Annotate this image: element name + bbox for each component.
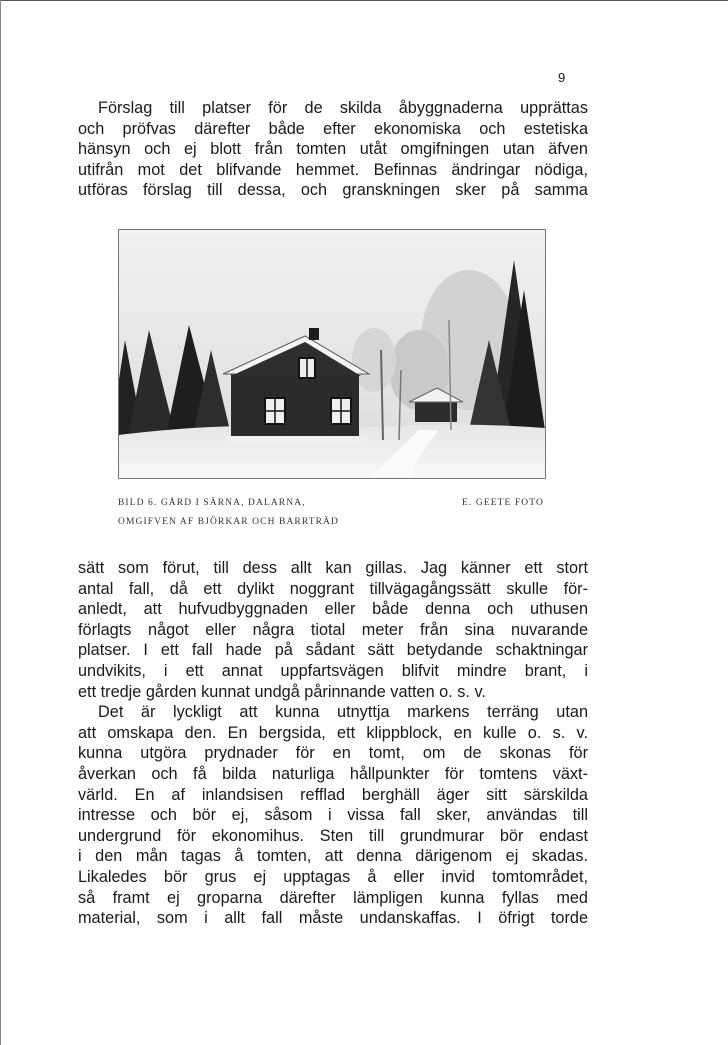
text-line: ett tredje gården kunnat undgå pårinnande vatten o. s. v. [78,682,486,701]
text-line: Det är lyckligt att kunna utnyttja markens terräng utan [98,703,588,722]
photograph-farmhouse-in-snow [118,229,546,479]
paragraph-top [78,98,588,201]
text-line: intresse och bör ej, såsom i vissa fall sker, användas till [78,806,588,825]
text-line: undergrund för ekonomihus. Sten till grundmurar bör endast [78,826,588,845]
text-line: i den mån tagas å tomten, att denna därigenom ej skadas. [78,847,588,866]
text-line: värld. En af inlandsisen refflad berghäll äger sitt särskilda [78,785,588,804]
page-edge-top [0,0,728,1]
text-line: Förslag till platser för de skilda åbyggnaderna upprättas [98,99,588,117]
page-edge-left [0,0,1,1045]
text-line: undvikits, i ett annat uppfartsvägen blifvit mindre brant, i [78,661,588,680]
text-line: antal fall, då ett dylikt noggrant tillvägagångssätt skulle för- [78,579,588,598]
page-number: 9 [558,70,566,85]
text-line: åverkan och få bilda naturliga hållpunkter för tomtens växt- [78,764,588,783]
paragraph-bottom [78,558,588,929]
text-line: platser. I ett fall hade på sådant sätt betydande schaktningar [78,641,588,660]
text-line: material, som i allt fall måste undanskaffas. I öfrigt torde [78,909,588,928]
text-line: förlagts något eller några tiotal meter från sina nuvarande [78,620,588,639]
text-line: kunna utgöra prydnader för en tomt, om de skonas för [78,744,588,763]
text-line: Likaledes bör grus ej upptagas å eller invid tomtområdet, [78,867,588,886]
text-line: utifrån mot det blifvande hemmet. Befinnas ändringar nödiga, [78,160,588,179]
text-line: utföras förslag till dessa, och granskningen sker på samma [78,181,588,200]
text-line: så framt ej groparna därefter lämpligen kunna fyllas med [78,888,588,907]
text-line: hänsyn och ej blott från tomten utåt omgifningen utan äfven [78,140,588,159]
text-line: anledt, att hufvudbyggnaden eller både denna och uthusen [78,600,588,619]
figure-caption: BILD 6. GÅRD I SÄRNA, DALARNA, [118,498,306,508]
text-line: sätt som förut, till dess allt kan gillas. Jag känner ett stort [78,559,588,577]
text-line: att omskapa den. En bergsida, ett klippblock, en kulle o. s. v. [78,723,588,742]
figure-caption-subtitle: OMGIFVEN AF BJÖRKAR OCH BARRTRÄD [118,517,339,527]
text-line: och pröfvas därefter både efter ekonomiska och estetiska [78,119,588,138]
photograph-illustration [119,230,545,478]
photo-credit: E. GEETE FOTO [462,498,544,508]
